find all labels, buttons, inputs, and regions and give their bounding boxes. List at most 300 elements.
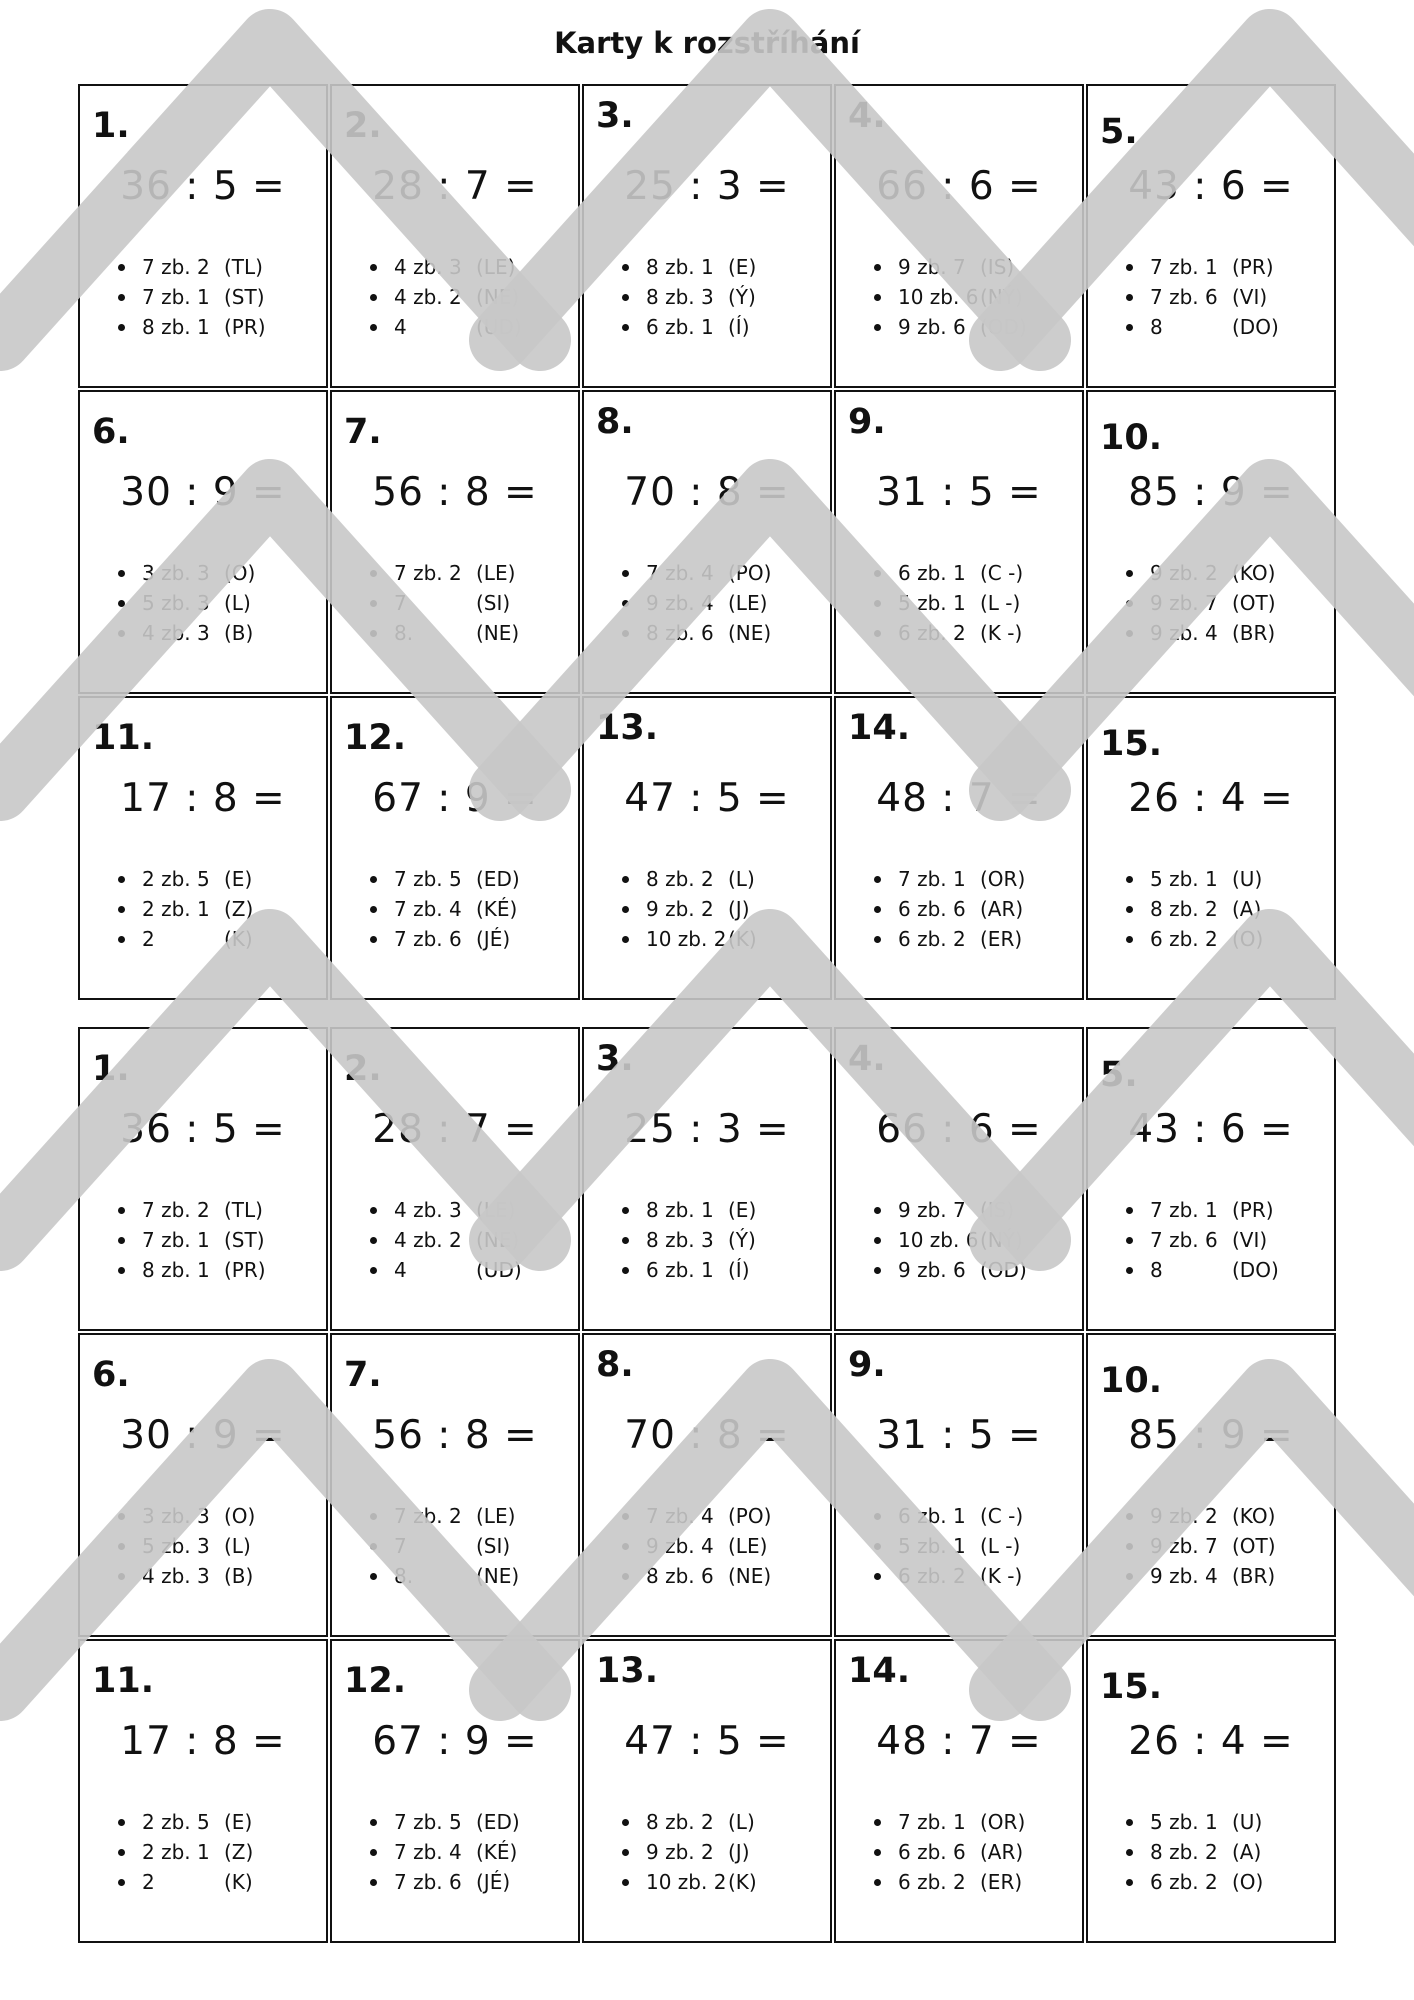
answer-options xyxy=(394,252,522,342)
answer-option xyxy=(898,252,1027,282)
option-syllable: (L -) xyxy=(980,591,1021,615)
option-result: 6 zb. 2 xyxy=(898,1870,966,1894)
option-syllable: (Ý) xyxy=(728,1228,756,1252)
answer-option xyxy=(898,1255,1027,1285)
option-syllable: (K) xyxy=(224,927,253,951)
option-syllable: (K) xyxy=(224,1870,253,1894)
card-number: 14. xyxy=(848,1651,911,1691)
answer-option xyxy=(646,1807,757,1837)
division-problem: 43 : 6 = xyxy=(1128,164,1294,209)
answer-option xyxy=(646,1195,756,1225)
card-number: 6. xyxy=(92,1355,130,1395)
answer-option xyxy=(898,1561,1023,1591)
task-card-1 xyxy=(78,1027,328,1331)
answer-option xyxy=(394,312,522,342)
answer-options xyxy=(898,558,1023,648)
division-problem: 26 : 4 = xyxy=(1128,1719,1294,1764)
option-result: 7 zb. 1 xyxy=(1150,1198,1218,1222)
card-sheet-1 xyxy=(78,84,1336,1000)
task-card-6 xyxy=(78,1333,328,1637)
option-result: 8 zb. 6 xyxy=(646,1564,714,1588)
option-syllable: (PR) xyxy=(1232,255,1274,279)
task-card-15 xyxy=(1086,1639,1336,1943)
answer-option xyxy=(646,864,757,894)
option-result: 6 zb. 2 xyxy=(1150,1870,1218,1894)
option-result: 10 zb. 2 xyxy=(646,1870,727,1894)
card-number: 12. xyxy=(344,718,407,758)
answer-option xyxy=(1150,1807,1263,1837)
answer-option xyxy=(898,924,1025,954)
option-result: 3 zb. 3 xyxy=(142,1504,210,1528)
answer-option xyxy=(142,282,266,312)
option-result: 7 zb. 1 xyxy=(1150,255,1218,279)
card-number: 10. xyxy=(1100,1361,1163,1401)
answer-option xyxy=(898,1195,1027,1225)
answer-options xyxy=(1150,252,1279,342)
answer-option xyxy=(394,1807,520,1837)
option-result: 8 xyxy=(1150,315,1163,339)
option-result: 7 zb. 6 xyxy=(394,1870,462,1894)
card-number: 12. xyxy=(344,1661,407,1701)
option-syllable: (Z) xyxy=(224,897,254,921)
option-result: 2 xyxy=(142,927,155,951)
division-problem: 47 : 5 = xyxy=(624,1719,790,1764)
division-problem: 48 : 7 = xyxy=(876,776,1042,821)
division-problem: 31 : 5 = xyxy=(876,470,1042,515)
option-result: 6 zb. 2 xyxy=(1150,927,1218,951)
option-syllable: (E) xyxy=(728,255,757,279)
option-result: 9 zb. 2 xyxy=(646,1840,714,1864)
option-result: 9 zb. 6 xyxy=(898,315,966,339)
option-result: 9 zb. 7 xyxy=(1150,1534,1218,1558)
option-result: 5 zb. 1 xyxy=(1150,1810,1218,1834)
option-result: 5 zb. 1 xyxy=(898,591,966,615)
option-syllable: (ER) xyxy=(980,927,1023,951)
answer-option xyxy=(898,1225,1027,1255)
answer-option xyxy=(1150,1531,1276,1561)
answer-option xyxy=(142,1501,255,1531)
option-syllable: (NE) xyxy=(476,1228,520,1252)
option-result: 6 zb. 1 xyxy=(646,1258,714,1282)
card-number: 4. xyxy=(848,1039,886,1079)
option-result: 4 zb. 2 xyxy=(394,285,462,309)
answer-option xyxy=(898,1807,1025,1837)
option-result: 8 zb. 1 xyxy=(646,255,714,279)
answer-option xyxy=(394,558,519,588)
answer-option xyxy=(1150,864,1263,894)
division-problem: 17 : 8 = xyxy=(120,1719,286,1764)
option-syllable: (L) xyxy=(224,591,251,615)
card-number: 13. xyxy=(596,1651,659,1691)
answer-options xyxy=(142,864,253,954)
task-card-8 xyxy=(582,390,832,694)
answer-options xyxy=(142,1195,266,1285)
option-syllable: (OD) xyxy=(980,1258,1027,1282)
answer-option xyxy=(1150,1255,1279,1285)
option-result: 2 zb. 1 xyxy=(142,1840,210,1864)
division-problem: 17 : 8 = xyxy=(120,776,286,821)
option-syllable: (NE) xyxy=(476,621,520,645)
option-syllable: (U) xyxy=(1232,1810,1263,1834)
answer-option xyxy=(898,1531,1023,1561)
answer-option xyxy=(142,588,255,618)
option-result: 2 xyxy=(142,1870,155,1894)
option-result: 9 zb. 7 xyxy=(898,1198,966,1222)
option-syllable: (Í) xyxy=(728,1258,750,1282)
answer-option xyxy=(142,864,253,894)
option-syllable: (B) xyxy=(224,621,254,645)
answer-option xyxy=(1150,282,1279,312)
option-result: 9 zb. 4 xyxy=(1150,621,1218,645)
card-number: 9. xyxy=(848,1345,886,1385)
answer-option xyxy=(1150,588,1276,618)
option-result: 9 zb. 4 xyxy=(646,1534,714,1558)
answer-option xyxy=(1150,1195,1279,1225)
task-card-1 xyxy=(78,84,328,388)
option-result: 4 zb. 3 xyxy=(142,1564,210,1588)
answer-option xyxy=(394,282,522,312)
answer-option xyxy=(898,282,1027,312)
option-syllable: (NE) xyxy=(476,285,520,309)
answer-option xyxy=(394,1195,522,1225)
answer-option xyxy=(394,1255,522,1285)
option-result: 9 zb. 6 xyxy=(898,1258,966,1282)
task-card-11 xyxy=(78,1639,328,1943)
option-result: 7 zb. 2 xyxy=(142,1198,210,1222)
option-result: 9 zb. 2 xyxy=(1150,561,1218,585)
option-syllable: (SI) xyxy=(476,591,511,615)
option-result: 7 zb. 1 xyxy=(142,285,210,309)
answer-option xyxy=(898,894,1025,924)
option-result: 7 zb. 2 xyxy=(142,255,210,279)
task-card-12 xyxy=(330,696,580,1000)
card-number: 10. xyxy=(1100,418,1163,458)
card-number: 7. xyxy=(344,412,382,452)
answer-option xyxy=(394,588,519,618)
task-card-13 xyxy=(582,696,832,1000)
task-card-11 xyxy=(78,696,328,1000)
task-card-9 xyxy=(834,1333,1084,1637)
option-syllable: (E) xyxy=(728,1198,757,1222)
card-number: 15. xyxy=(1100,1667,1163,1707)
task-card-6 xyxy=(78,390,328,694)
answer-option xyxy=(646,1501,771,1531)
card-number: 8. xyxy=(596,1345,634,1385)
option-syllable: (E) xyxy=(224,1810,253,1834)
answer-option xyxy=(1150,618,1276,648)
division-problem: 31 : 5 = xyxy=(876,1413,1042,1458)
answer-option xyxy=(646,588,771,618)
answer-options xyxy=(1150,1195,1279,1285)
option-syllable: (C -) xyxy=(980,561,1024,585)
option-syllable: (UD) xyxy=(476,315,522,339)
option-result: 9 zb. 2 xyxy=(1150,1504,1218,1528)
answer-option xyxy=(142,894,253,924)
card-number: 1. xyxy=(92,106,130,146)
answer-options xyxy=(898,1195,1027,1285)
option-result: 8. xyxy=(394,1564,414,1588)
answer-options xyxy=(646,558,771,648)
option-syllable: (BR) xyxy=(1232,621,1276,645)
answer-option xyxy=(646,252,756,282)
page-title: Karty k rozstříhání xyxy=(554,26,860,60)
task-card-10 xyxy=(1086,1333,1336,1637)
answer-option xyxy=(394,1225,522,1255)
option-result: 5 zb. 3 xyxy=(142,1534,210,1558)
division-problem: 56 : 8 = xyxy=(372,470,538,515)
option-result: 8 zb. 6 xyxy=(646,621,714,645)
answer-option xyxy=(646,1255,756,1285)
answer-option xyxy=(394,1501,519,1531)
card-number: 11. xyxy=(92,1661,155,1701)
answer-option xyxy=(898,558,1023,588)
option-result: 6 zb. 1 xyxy=(646,315,714,339)
option-syllable: (SI) xyxy=(476,1534,511,1558)
option-result: 7 zb. 6 xyxy=(1150,285,1218,309)
card-number: 5. xyxy=(1100,112,1138,152)
answer-options xyxy=(898,1807,1025,1897)
division-problem: 36 : 5 = xyxy=(120,164,286,209)
card-number: 3. xyxy=(596,1039,634,1079)
option-result: 8 zb. 2 xyxy=(1150,897,1218,921)
answer-option xyxy=(142,1807,253,1837)
option-syllable: (K) xyxy=(728,1870,757,1894)
answer-option xyxy=(142,1837,253,1867)
option-result: 2 zb. 5 xyxy=(142,867,210,891)
option-syllable: (ED) xyxy=(476,867,520,891)
option-result: 4 zb. 3 xyxy=(394,255,462,279)
answer-option xyxy=(1150,252,1279,282)
task-card-2 xyxy=(330,1027,580,1331)
division-problem: 67 : 9 = xyxy=(372,776,538,821)
division-problem: 25 : 3 = xyxy=(624,164,790,209)
answer-option xyxy=(646,1561,771,1591)
option-result: 5 zb. 1 xyxy=(1150,867,1218,891)
answer-option xyxy=(898,312,1027,342)
option-result: 9 zb. 4 xyxy=(646,591,714,615)
option-syllable: (OD) xyxy=(980,315,1027,339)
division-problem: 47 : 5 = xyxy=(624,776,790,821)
option-syllable: (KO) xyxy=(1232,561,1276,585)
option-syllable: (OR) xyxy=(980,1810,1026,1834)
answer-options xyxy=(394,1195,522,1285)
option-result: 8 zb. 3 xyxy=(646,285,714,309)
answer-options xyxy=(898,1501,1023,1591)
answer-option xyxy=(898,588,1023,618)
task-card-7 xyxy=(330,390,580,694)
division-problem: 67 : 9 = xyxy=(372,1719,538,1764)
option-result: 8 zb. 1 xyxy=(646,1198,714,1222)
option-syllable: (AR) xyxy=(980,1840,1024,1864)
answer-option xyxy=(142,1561,255,1591)
answer-options xyxy=(646,1195,756,1285)
answer-option xyxy=(646,894,757,924)
division-problem: 66 : 6 = xyxy=(876,1107,1042,1152)
option-syllable: (LE) xyxy=(476,255,516,279)
task-card-13 xyxy=(582,1639,832,1943)
answer-options xyxy=(1150,1807,1263,1897)
division-problem: 30 : 9 = xyxy=(120,1413,286,1458)
option-syllable: (PR) xyxy=(224,315,266,339)
answer-option xyxy=(646,1867,757,1897)
answer-option xyxy=(142,1195,266,1225)
option-result: 7 zb. 4 xyxy=(394,897,462,921)
answer-option xyxy=(142,1255,266,1285)
card-number: 11. xyxy=(92,718,155,758)
answer-options xyxy=(394,1501,519,1591)
option-result: 8 zb. 2 xyxy=(1150,1840,1218,1864)
option-result: 7 zb. 5 xyxy=(394,867,462,891)
option-syllable: (BR) xyxy=(1232,1564,1276,1588)
option-result: 7 zb. 1 xyxy=(142,1228,210,1252)
option-syllable: (E) xyxy=(224,867,253,891)
option-syllable: (B) xyxy=(224,1564,254,1588)
answer-option xyxy=(394,894,520,924)
option-syllable: (DO) xyxy=(1232,315,1279,339)
task-card-14 xyxy=(834,1639,1084,1943)
option-syllable: (KÉ) xyxy=(476,897,518,921)
task-card-5 xyxy=(1086,1027,1336,1331)
task-card-10 xyxy=(1086,390,1336,694)
option-result: 6 zb. 6 xyxy=(898,1840,966,1864)
answer-options xyxy=(142,252,266,342)
option-syllable: (VI) xyxy=(1232,1228,1268,1252)
answer-option xyxy=(1150,558,1276,588)
card-sheet-2 xyxy=(78,1027,1336,1943)
option-syllable: (LE) xyxy=(728,591,768,615)
answer-options xyxy=(1150,558,1276,648)
option-result: 6 zb. 1 xyxy=(898,1504,966,1528)
option-result: 6 zb. 2 xyxy=(898,927,966,951)
option-syllable: (L -) xyxy=(980,1534,1021,1558)
option-result: 4 xyxy=(394,315,407,339)
option-result: 4 zb. 3 xyxy=(394,1198,462,1222)
answer-option xyxy=(646,618,771,648)
option-result: 4 xyxy=(394,1258,407,1282)
option-syllable: (O) xyxy=(1232,927,1264,951)
option-syllable: (K) xyxy=(728,927,757,951)
division-problem: 26 : 4 = xyxy=(1128,776,1294,821)
answer-options xyxy=(898,252,1027,342)
answer-options xyxy=(394,558,519,648)
option-result: 9 zb. 2 xyxy=(646,897,714,921)
option-syllable: (A) xyxy=(1232,1840,1262,1864)
task-card-9 xyxy=(834,390,1084,694)
option-syllable: (LE) xyxy=(476,1504,516,1528)
option-syllable: (ST) xyxy=(224,1228,265,1252)
option-syllable: (C -) xyxy=(980,1504,1024,1528)
answer-option xyxy=(898,1867,1025,1897)
option-syllable: (JÉ) xyxy=(476,927,511,951)
division-problem: 30 : 9 = xyxy=(120,470,286,515)
option-result: 7 zb. 4 xyxy=(646,1504,714,1528)
option-syllable: (LE) xyxy=(476,561,516,585)
card-number: 4. xyxy=(848,96,886,136)
division-problem: 28 : 7 = xyxy=(372,1107,538,1152)
answer-option xyxy=(142,312,266,342)
option-result: 2 zb. 1 xyxy=(142,897,210,921)
answer-option xyxy=(646,312,756,342)
option-syllable: (LE) xyxy=(728,1534,768,1558)
answer-option xyxy=(1150,894,1263,924)
division-problem: 25 : 3 = xyxy=(624,1107,790,1152)
option-syllable: (PR) xyxy=(1232,1198,1274,1222)
option-result: 9 zb. 4 xyxy=(1150,1564,1218,1588)
answer-option xyxy=(1150,1501,1276,1531)
option-syllable: (O) xyxy=(1232,1870,1264,1894)
answer-option xyxy=(142,558,255,588)
answer-option xyxy=(898,618,1023,648)
answer-options xyxy=(646,1807,757,1897)
answer-option xyxy=(646,558,771,588)
option-result: 7 zb. 1 xyxy=(898,1810,966,1834)
option-result: 5 zb. 3 xyxy=(142,591,210,615)
option-result: 8 zb. 2 xyxy=(646,1810,714,1834)
option-syllable: (L) xyxy=(224,1534,251,1558)
option-result: 3 zb. 3 xyxy=(142,561,210,585)
answer-options xyxy=(646,252,756,342)
task-card-3 xyxy=(582,84,832,388)
option-result: 4 zb. 3 xyxy=(142,621,210,645)
division-problem: 66 : 6 = xyxy=(876,164,1042,209)
card-number: 7. xyxy=(344,1355,382,1395)
option-syllable: (J) xyxy=(728,897,750,921)
option-syllable: (ST) xyxy=(224,285,265,309)
option-syllable: (ED) xyxy=(476,1810,520,1834)
task-card-4 xyxy=(834,84,1084,388)
answer-option xyxy=(394,924,520,954)
task-card-7 xyxy=(330,1333,580,1637)
option-syllable: (NE) xyxy=(728,621,772,645)
option-syllable: (O) xyxy=(224,1504,256,1528)
division-problem: 43 : 6 = xyxy=(1128,1107,1294,1152)
answer-option xyxy=(394,1531,519,1561)
option-syllable: (IS) xyxy=(980,255,1015,279)
answer-option xyxy=(394,1867,520,1897)
option-syllable: (TL) xyxy=(224,1198,263,1222)
task-card-15 xyxy=(1086,696,1336,1000)
option-result: 6 zb. 2 xyxy=(898,621,966,645)
answer-option xyxy=(1150,1867,1263,1897)
option-result: 7 xyxy=(394,591,407,615)
card-number: 14. xyxy=(848,708,911,748)
division-problem: 56 : 8 = xyxy=(372,1413,538,1458)
answer-option xyxy=(394,1837,520,1867)
option-syllable: (K -) xyxy=(980,621,1023,645)
card-number: 9. xyxy=(848,402,886,442)
option-result: 6 zb. 1 xyxy=(898,561,966,585)
option-result: 7 zb. 6 xyxy=(1150,1228,1218,1252)
card-number: 3. xyxy=(596,96,634,136)
card-number: 1. xyxy=(92,1049,130,1089)
option-syllable: (Z) xyxy=(224,1840,254,1864)
option-result: 8 zb. 3 xyxy=(646,1228,714,1252)
answer-option xyxy=(394,618,519,648)
answer-options xyxy=(142,1501,255,1591)
option-syllable: (VI) xyxy=(1232,285,1268,309)
option-syllable: (PO) xyxy=(728,561,772,585)
answer-option xyxy=(142,924,253,954)
answer-options xyxy=(1150,864,1263,954)
option-syllable: (NE) xyxy=(728,1564,772,1588)
option-syllable: (Í) xyxy=(728,315,750,339)
option-syllable: (KO) xyxy=(1232,1504,1276,1528)
option-syllable: (KÉ) xyxy=(476,1840,518,1864)
option-syllable: (J) xyxy=(728,1840,750,1864)
task-card-12 xyxy=(330,1639,580,1943)
answer-options xyxy=(646,1501,771,1591)
option-result: 10 zb. 6 xyxy=(898,1228,979,1252)
